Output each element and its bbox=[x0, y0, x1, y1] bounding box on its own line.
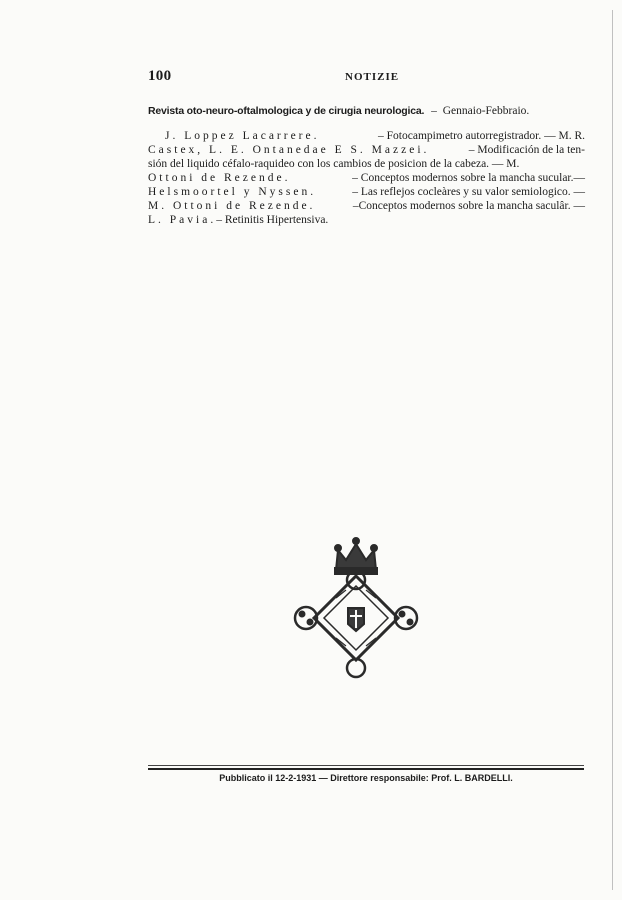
journal-separator: – bbox=[431, 105, 437, 117]
article-text: –Conceptos modernos sobre la mancha saculâr. — bbox=[352, 200, 585, 212]
running-head: NOTIZIE bbox=[345, 71, 400, 83]
page-header bbox=[0, 68, 622, 88]
article-text: – Fotocampimetro autorregistrador. — M. R. bbox=[378, 130, 585, 142]
journal-heading bbox=[148, 105, 588, 117]
author-name: Castex, L. E. Ontanedae E S. Mazzei. bbox=[148, 144, 430, 156]
article-list bbox=[148, 129, 585, 227]
article-line bbox=[148, 199, 585, 213]
article-text: – Conceptos modernos sobre la mancha sucular.— bbox=[352, 172, 585, 184]
page-number: 100 bbox=[148, 68, 172, 84]
article-text: sión del liquido céfalo-raquideo con los cambios de posicion de la cabeza. — M. bbox=[148, 158, 520, 170]
author-name: L. Pavia. bbox=[148, 214, 217, 226]
library-stamp bbox=[286, 528, 426, 688]
article-line bbox=[148, 185, 585, 199]
article-text: – Modificación de la ten- bbox=[468, 144, 585, 156]
journal-title: Revista oto-neuro-oftalmologica y de cirugia neurologica. bbox=[148, 105, 425, 117]
article-text: – Retinitis Hipertensiva. bbox=[216, 214, 329, 226]
journal-issue: Gennaio-Febbraio. bbox=[442, 105, 530, 117]
page-edge-line bbox=[612, 10, 613, 890]
article-line bbox=[148, 213, 585, 227]
author-name: M. Ottoni de Rezende. bbox=[148, 200, 316, 212]
footer-imprint: Pubblicato il 12-2-1931 — Direttore responsabile: Prof. L. BARDELLI. bbox=[219, 773, 513, 783]
article-line bbox=[148, 143, 585, 157]
footer-rule-thick bbox=[148, 768, 584, 770]
article-line bbox=[148, 129, 585, 143]
author-name: Ottoni de Rezende. bbox=[148, 172, 291, 184]
library-stamp-svg bbox=[286, 528, 426, 688]
footer-rule-thin bbox=[148, 765, 584, 766]
article-line bbox=[148, 171, 585, 185]
article-text: – Las reflejos cocleàres y su valor semiologico. — bbox=[352, 186, 585, 198]
author-name: J. Loppez Lacarrere. bbox=[165, 130, 320, 142]
article-line bbox=[148, 157, 585, 171]
author-name: Helsmoortel y Nyssen. bbox=[148, 186, 317, 198]
